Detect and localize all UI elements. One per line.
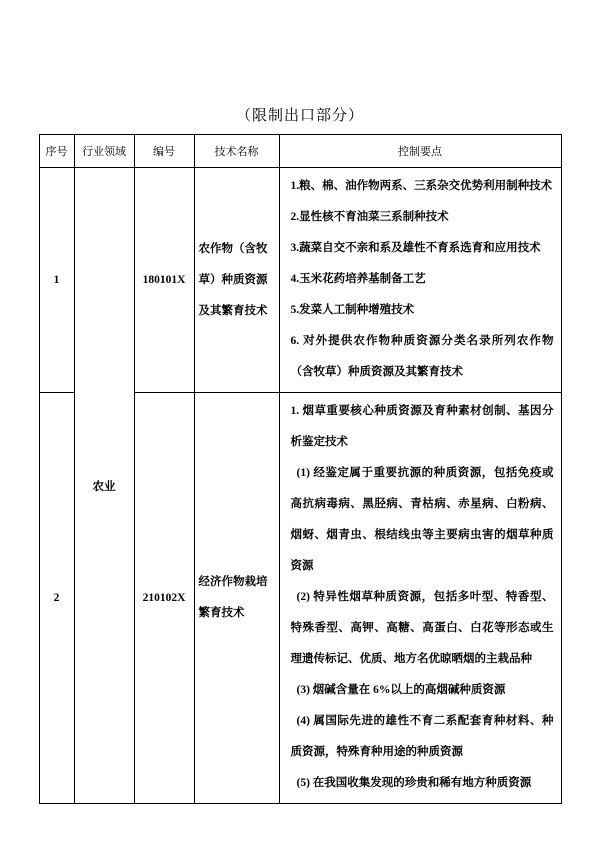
header-seq: 序号 [39,135,74,168]
table-row-1 [39,168,561,393]
header-tech-name: 技术名称 [194,135,279,168]
header-code: 编号 [134,135,194,168]
control-point-item: (4) 属国际先进的雄性不育二系配套育种材料、种质资源，特殊育种用途的种质资源 [290,715,554,758]
seq-cell: 2 [39,393,74,804]
control-point-item: 1.粮、棉、油作物两系、三系杂交优势利用制种技术 [290,180,553,192]
document-title: （限制出口部分） [235,108,364,124]
control-point-item: (1) 经鉴定属于重要抗源的种质资源，包括免疫或高抗病毒病、黑胫病、青枯病、赤星病、白粉病、烟蚜、烟青虫、根结线虫等主要病虫害的烟草种质资源 [290,467,554,572]
seq-cell: 1 [39,168,74,393]
header-industry: 行业领域 [74,135,134,168]
industry-cell: 农业 [74,168,134,804]
control-point-item: 2.显性核不育油菜三系制种技术 [290,211,449,223]
control-point-item: 3.蔬菜自交不亲和系及雄性不育系选育和应用技术 [290,242,541,254]
control-point-item: (3) 烟碱含量在 6%以上的高烟碱种质资源 [296,684,506,696]
control-point-item: (5) 在我国收集发现的珍贵和稀有地方种质资源 [296,777,532,789]
control-point-item: 5.发菜人工制种增殖技术 [290,304,415,316]
code-cell: 180101X [134,168,194,393]
header-control-points: 控制要点 [279,135,561,168]
restricted-export-table [39,134,562,804]
control-point-item: 1. 烟草重要核心种质资源及育种素材创制、基因分析鉴定技术 [290,405,554,448]
control-point-item: 4.玉米花药培养基制备工艺 [290,273,426,285]
control-point-item: 6. 对外提供农作物种质资源分类名录所列农作物（含牧草）种质资源及其繁育技术 [290,335,554,378]
header-row [39,135,561,168]
tech-name-cell: 农作物（含牧草）种质资源及其繁育技术 [194,168,279,393]
tech-name-cell: 经济作物栽培繁育技术 [194,393,279,804]
control-point-item: (2) 特异性烟草种质资源，包括多叶型、特香型、特殊香型、高钾、高糖、高蛋白、白花等形态或生理遗传标记、优质、地方名优晾晒烟的主栽品种 [290,591,554,665]
control-points-cell [279,168,561,393]
code-cell: 210102X [134,393,194,804]
control-points-cell [279,393,561,804]
